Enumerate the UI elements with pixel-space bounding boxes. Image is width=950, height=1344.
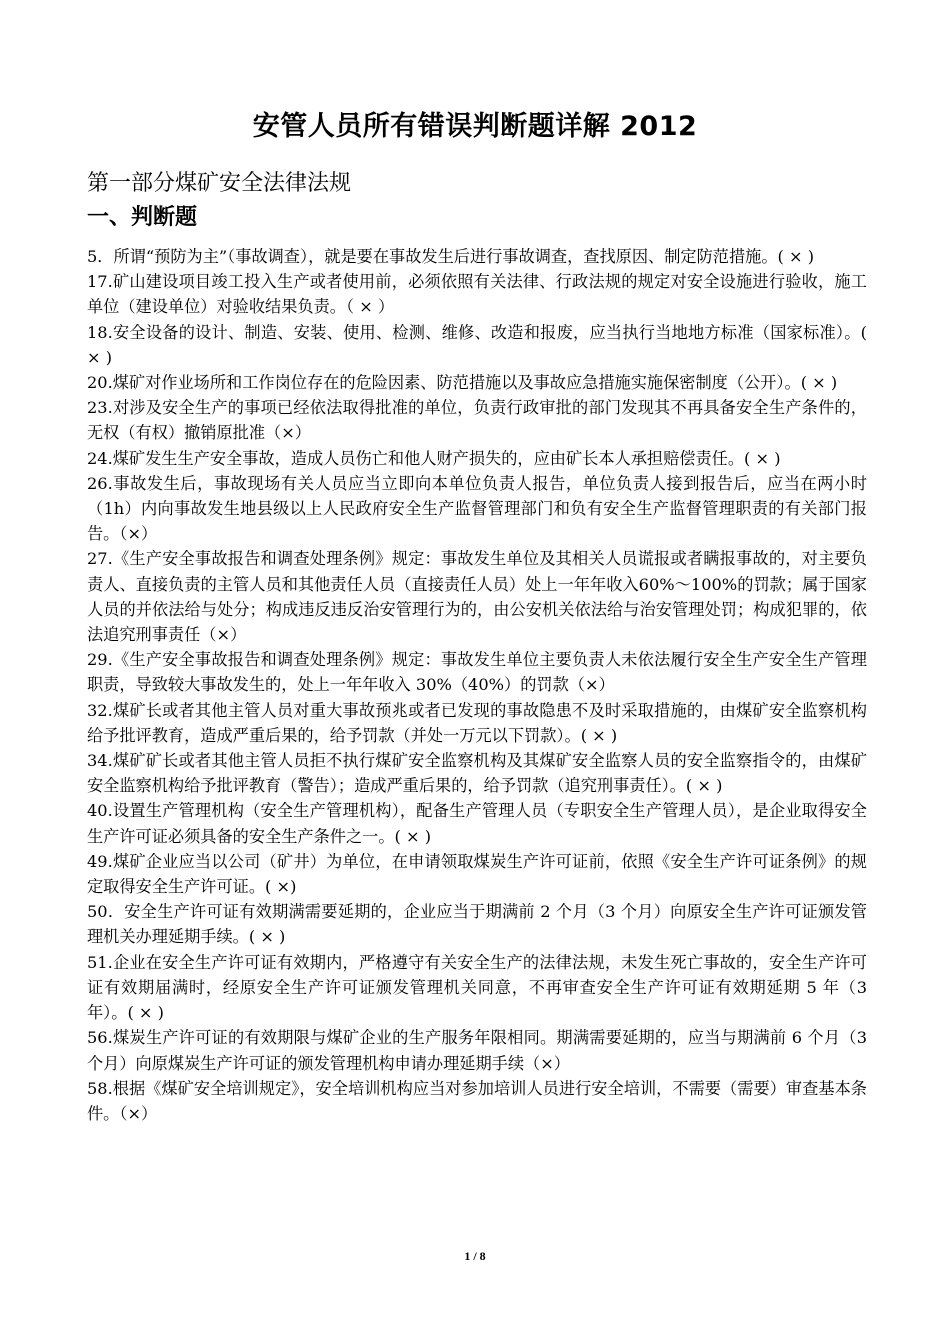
- question-item: 5．所谓“预防为主”（事故调查），就是要在事故发生后进行事故调查，查找原因、制定防范措施。( × ): [87, 247, 815, 266]
- question-list: [87, 244, 867, 1126]
- section-heading: 一、判断题: [87, 205, 198, 230]
- question-item: 24.煤矿发生生产安全事故，造成人员伤亡和他人财产损失的，应由矿长本人承担赔偿责任。( × ): [87, 448, 781, 468]
- question-item: 18.安全设备的设计、制造、安装、使用、检测、维修、改造和报废，应当执行当地地方标准（国家标准）。( × ): [87, 322, 867, 367]
- question-item: 40.设置生产管理机构（安全生产管理机构），配备生产管理人员（专职安全生产管理人员），是企业取得安全生产许可证必须具备的安全生产条件之一。( × ): [87, 801, 867, 846]
- question-item: 50．安全生产许可证有效期满需要延期的，企业应当于期满前 2 个月（3 个月）向原安全生产许可证颁发管理机关办理延期手续。( × ): [87, 902, 867, 947]
- question-item: 27.《生产安全事故报告和调查处理条例》规定：事故发生单位及其相关人员谎报或者瞒报事故的，对主要负责人、直接负责的主管人员和其他责任人员（直接责任人员）处上一年年收入60%～100%的罚款；属于国家人员的并依法给与处分；构成违反违反治安管理行为的，由公安机关依法给与治安管理处罚；构成犯罪的，依法追究刑事责任（×）: [87, 549, 867, 645]
- question-item: 26.事故发生后，事故现场有关人员应当立即向本单位负责人报告，单位负责人接到报告后，应当在两小时（1h）内向事故发生地县级以上人民政府安全生产监督管理部门和负有安全生产监督管理职责的有关部门报告。（×）: [87, 473, 867, 544]
- question-item: 34.煤矿矿长或者其他主管人员拒不执行煤矿安全监察机构及其煤矿安全监察人员的安全监察指令的，由煤矿安全监察机构给予批评教育（警告）；造成严重后果的，给予罚款（追究刑事责任）。( × ): [87, 751, 867, 796]
- question-item: 51.企业在安全生产许可证有效期内，严格遵守有关安全生产的法律法规，未发生死亡事故的，安全生产许可证有效期届满时，经原安全生产许可证颁发管理机关同意，不再审查安全生产许可证有效期延期 5 年（3 年）。( × ): [87, 952, 867, 1023]
- question-item: 17.矿山建设项目竣工投入生产或者使用前，必须依照有关法律、行政法规的规定对安全设施进行验收，施工单位（建设单位）对验收结果负责。（ × ）: [87, 272, 867, 317]
- question-item: 56.煤炭生产许可证的有效期限与煤矿企业的生产服务年限相同。期满需要延期的，应当与期满前 6 个月（3 个月）向原煤炭生产许可证的颁发管理机构申请办理延期手续（×）: [87, 1028, 867, 1073]
- document-title: 安管人员所有错误判断题详解 2012: [252, 111, 698, 142]
- question-item: 29.《生产安全事故报告和调查处理条例》规定：事故发生单位主要负责人未依法履行安全生产安全生产管理职责，导致较大事故发生的，处上一年年收入 30%（40%）的罚款（×）: [87, 650, 867, 695]
- part-heading: 第一部分煤矿安全法律法规: [87, 171, 352, 196]
- question-item: 23.对涉及安全生产的事项已经依法取得批准的单位，负责行政审批的部门发现其不再具备安全生产条件的，无权（有权）撤销原批准（×）: [87, 398, 867, 443]
- question-item: 49.煤矿企业应当以公司（矿井）为单位，在申请领取煤炭生产许可证前，依照《安全生产许可证条例》的规定取得安全生产许可证。( ×): [87, 851, 867, 897]
- question-item: 58.根据《煤矿安全培训规定》，安全培训机构应当对参加培训人员进行安全培训，不需要（需要）审查基本条件。（×）: [87, 1078, 867, 1123]
- page-number: 1 / 8: [464, 1249, 486, 1263]
- question-item: 32.煤矿长或者其他主管人员对重大事故预兆或者已发现的事故隐患不及时采取措施的，由煤矿安全监察机构给予批评教育，造成严重后果的，给予罚款（并处一万元以下罚款）。( × ): [87, 700, 867, 745]
- question-item: 20.煤矿对作业场所和工作岗位存在的危险因素、防范措施以及事故应急措施实施保密制度（公开）。( × ): [87, 373, 838, 393]
